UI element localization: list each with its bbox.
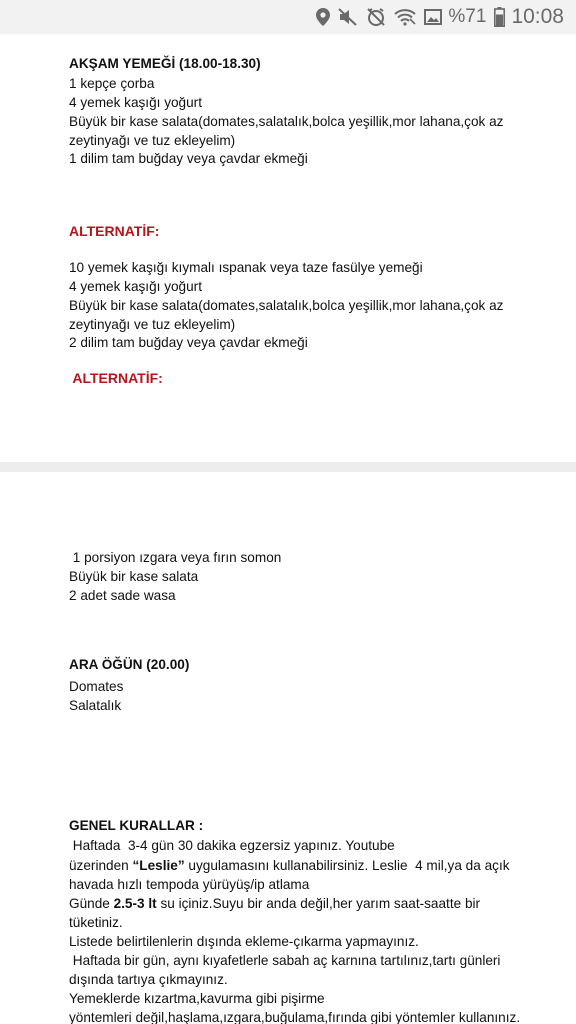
rule-line: dışında tartıya çıkmayınız. bbox=[69, 972, 228, 987]
dinner-item: 1 dilim tam buğday veya çavdar ekmeği bbox=[69, 151, 308, 166]
dinner-item: 1 kepçe çorba bbox=[69, 76, 155, 91]
alternative-item: 4 yemek kaşığı yoğurt bbox=[69, 279, 202, 294]
rule-line: yöntemleri değil,haşlama,ızgara,buğulama,fırında gibi yöntemler kullanınız. bbox=[69, 1010, 521, 1024]
clock: 10:08 bbox=[511, 5, 564, 28]
status-bar bbox=[0, 0, 576, 34]
alarm-off-icon bbox=[366, 7, 386, 27]
mute-icon bbox=[338, 8, 358, 26]
alternative-item: Büyük bir kase salata bbox=[69, 569, 199, 584]
rule-text: Günde bbox=[69, 896, 114, 911]
alternative-title: ALTERNATİF: bbox=[69, 370, 163, 386]
document-viewer[interactable] bbox=[0, 34, 576, 1024]
rule-line bbox=[69, 858, 510, 873]
alternative-title: ALTERNATİF: bbox=[69, 223, 160, 239]
dinner-title: AKŞAM YEMEĞİ (18.00-18.30) bbox=[69, 56, 261, 71]
alternative-item: zeytinyağı ve tuz ekleyelim) bbox=[69, 317, 236, 332]
alternative-item: 10 yemek kaşığı kıymalı ıspanak veya taze fasülye yemeği bbox=[69, 260, 423, 275]
water-amount: 2.5-3 lt bbox=[113, 896, 157, 911]
battery-percent: %71 bbox=[448, 6, 487, 27]
alternative-item: Büyük bir kase salata(domates,salatalık,bolca yeşillik,mor lahana,çok az bbox=[69, 298, 504, 313]
snack-item: Domates bbox=[69, 679, 124, 694]
dinner-item: Büyük bir kase salata(domates,salatalık,bolca yeşillik,mor lahana,çok az bbox=[69, 114, 504, 129]
rule-line: Haftada bir gün, aynı kıyafetlerle sabah aç karnına tartılınız,tartı günleri bbox=[69, 953, 501, 968]
photo-icon bbox=[424, 9, 442, 25]
battery-icon bbox=[494, 7, 505, 27]
rule-line: havada hızlı tempoda yürüyüş/ip atlama bbox=[69, 877, 310, 892]
location-icon bbox=[316, 8, 330, 26]
rule-text: su içiniz.Suyu bir anda değil,her yarım saat-saatte bir bbox=[156, 896, 481, 911]
document-page-2 bbox=[0, 472, 576, 1024]
dinner-item: 4 yemek kaşığı yoğurt bbox=[69, 95, 202, 110]
alternative-item: 2 adet sade wasa bbox=[69, 588, 176, 603]
wifi-icon bbox=[394, 8, 416, 26]
app-name: “Leslie” bbox=[132, 858, 185, 873]
rule-line: Haftada 3-4 gün 30 dakika egzersiz yapınız. Youtube bbox=[69, 838, 395, 853]
rule-line bbox=[69, 896, 480, 911]
snack-item: Salatalık bbox=[69, 698, 122, 713]
rule-line: Yemeklerde kızartma,kavurma gibi pişirme bbox=[69, 991, 325, 1006]
rule-text: uygulamasını kullanabilirsiniz. Leslie 4 mil,ya da açık bbox=[184, 858, 510, 873]
rule-line: Listede belirtilenlerin dışında ekleme-çıkarma yapmayınız. bbox=[69, 934, 419, 949]
alternative-item: 2 dilim tam buğday veya çavdar ekmeği bbox=[69, 335, 308, 350]
dinner-item: zeytinyağı ve tuz ekleyelim) bbox=[69, 133, 236, 148]
rule-line: tüketiniz. bbox=[69, 915, 123, 930]
rule-text: üzerinden bbox=[69, 858, 133, 873]
snack-title: ARA ÖĞÜN (20.00) bbox=[69, 657, 190, 672]
rules-title: GENEL KURALLAR : bbox=[69, 818, 204, 833]
page-divider bbox=[0, 462, 576, 472]
alternative-item: 1 porsiyon ızgara veya fırın somon bbox=[69, 550, 282, 565]
document-page-1 bbox=[0, 34, 576, 462]
